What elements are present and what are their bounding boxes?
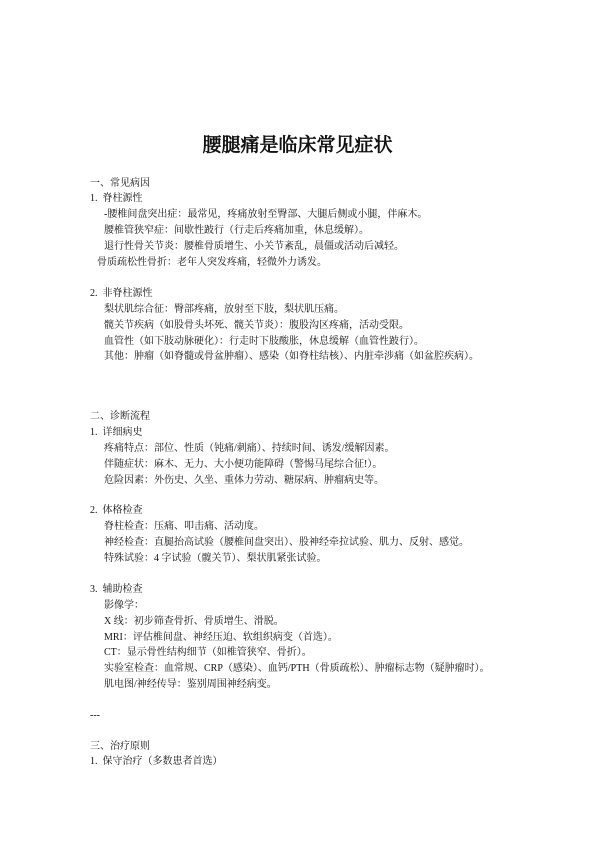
list-item: 实验室检查：血常规、CRP（感染）、血钙/PTH（骨质疏松）、肿瘤标志物（疑肿瘤时）。 bbox=[104, 663, 490, 674]
list-item: CT：显示骨性结构细节（如椎管狭窄、骨折）。 bbox=[104, 647, 312, 658]
subsection-label: 脊柱源性 bbox=[102, 193, 143, 204]
section-heading: 三、治疗原则 bbox=[90, 741, 150, 752]
list-item: 血管性（如下肢动脉硬化）：行走时下肢酸胀，休息缓解（血管性跛行）。 bbox=[104, 336, 424, 347]
subsection-heading bbox=[90, 425, 143, 441]
list-item: 脊柱检查：压痛、叩击痛、活动度。 bbox=[104, 521, 264, 532]
subsection-heading bbox=[90, 191, 143, 207]
list-item: 危险因素：外伤史、久坐、重体力劳动、糖尿病、肿瘤病史等。 bbox=[104, 475, 384, 486]
list-item: 疼痛特点：部位、性质（钝痛/刺痛）、持续时间、诱发/缓解因素。 bbox=[104, 443, 395, 454]
list-item: 伴随症状：麻木、无力、大小便功能障碍（警惕马尾综合征!）。 bbox=[104, 459, 383, 470]
list-item: 特殊试验：4 字试验（髋关节）、梨状肌紧张试验。 bbox=[104, 553, 327, 564]
subsection-heading bbox=[90, 582, 143, 598]
list-item: 髋关节疾病（如股骨头坏死、髋关节炎）：腹股沟区疼痛，活动受限。 bbox=[104, 320, 409, 331]
list-item: 梨状肌综合征：臀部疼痛，放射至下肢，梨状肌压痛。 bbox=[104, 304, 344, 315]
subsection-number: 2. bbox=[90, 288, 98, 299]
subsection-number: 3. bbox=[90, 584, 98, 595]
list-item: 肌电图/神经传导：鉴别周围神经病变。 bbox=[104, 679, 277, 690]
list-item: 骨质疏松性骨折：老年人突发疼痛，轻微外力诱发。 bbox=[97, 257, 327, 268]
document-title: 腰腿痛是临床常见症状 bbox=[202, 134, 393, 156]
subsection-label: 非脊柱源性 bbox=[102, 288, 153, 299]
list-item: 影像学： bbox=[104, 600, 144, 611]
text-separator: --- bbox=[90, 710, 100, 721]
section-heading: 二、诊断流程 bbox=[90, 411, 150, 422]
list-item: -腰椎间盘突出症：最常见，疼痛放射至臀部、大腿后侧或小腿，伴麻木。 bbox=[104, 209, 428, 220]
list-item: MRI：评估椎间盘、神经压迫、软组织病变（首选）。 bbox=[104, 632, 338, 643]
subsection-number: 2. bbox=[90, 505, 98, 516]
subsection-label: 辅助检查 bbox=[102, 584, 143, 595]
subsection-label: 体格检查 bbox=[102, 505, 143, 516]
list-item: 腰椎管狭窄症：间歇性跛行（行走后疼痛加重，休息缓解）。 bbox=[104, 225, 369, 236]
list-item: 神经检查：直腿抬高试验（腰椎间盘突出）、股神经牵拉试验、肌力、反射、感觉。 bbox=[104, 537, 469, 548]
subsection-heading bbox=[90, 286, 153, 302]
subsection-number: 1. bbox=[90, 427, 98, 438]
subsection-label: 保守治疗（多数患者首选） bbox=[102, 756, 223, 767]
subsection-number: 1. bbox=[90, 756, 98, 767]
list-item: 退行性骨关节炎：腰椎骨质增生、小关节紊乱，晨僵或活动后减轻。 bbox=[104, 241, 404, 252]
list-item: 其他：肿瘤（如脊髓或骨盆肿瘤）、感染（如脊柱结核）、内脏牵涉痛（如盆腔疾病）。 bbox=[104, 351, 479, 362]
subsection-heading bbox=[90, 503, 143, 519]
list-item: X 线：初步筛查骨折、骨质增生、滑脱。 bbox=[104, 616, 284, 627]
subsection-label: 详细病史 bbox=[102, 427, 143, 438]
subsection-heading bbox=[90, 754, 223, 770]
section-heading: 一、常见病因 bbox=[90, 178, 150, 189]
subsection-number: 1. bbox=[90, 193, 98, 204]
